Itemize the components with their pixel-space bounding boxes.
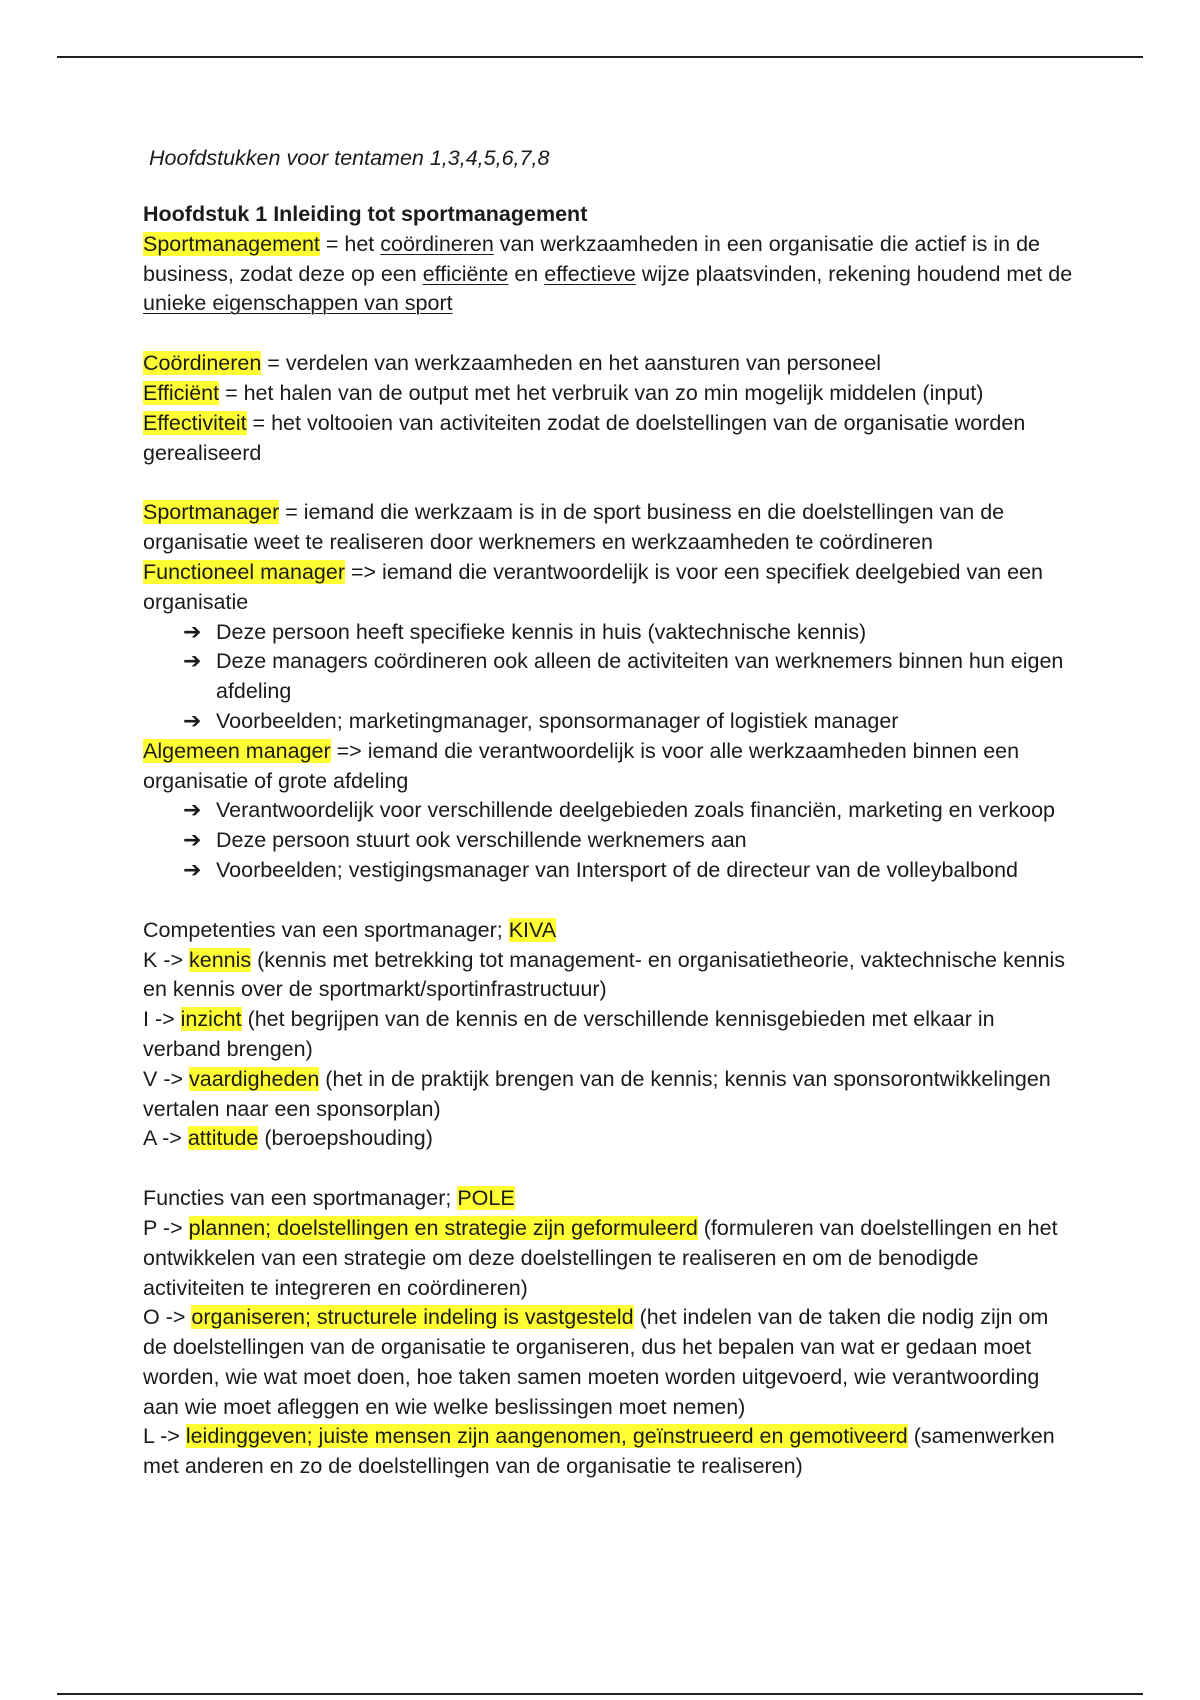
highlight-term: Effectiviteit: [143, 410, 247, 435]
highlight-term: Efficiënt: [143, 380, 220, 405]
term-functioneel-manager: Functioneel manager => iemand die verantwoordelijk is voor een specifiek deelgebied van een organisatie: [143, 559, 1043, 614]
list-item: ➔ Deze managers coördineren ook alleen de activiteiten van werknemers binnen hun eigen afdeling: [183, 649, 1064, 704]
highlight-term: Sportmanagement: [143, 231, 320, 256]
competentie-i: I -> inzicht (het begrijpen van de kennis en de verschillende kennisgebieden met elkaar in verband brengen): [143, 1007, 995, 1061]
highlight-term: kennis: [189, 947, 252, 972]
definition-sportmanagement: Sportmanagement = het coördineren van werkzaamheden in een organisatie die actief is in de business, zodat deze op een efficiënte en effectieve wijze plaatsvinden, rekening houdend met de unieke eigenschappen van sport: [143, 231, 1073, 316]
list-item: ➔ Deze persoon heeft specifieke kennis in huis (vaktechnische kennis): [183, 618, 1073, 648]
document-body: [143, 140, 1073, 1482]
term-algemeen-manager: Algemeen manager => iemand die verantwoordelijk is voor alle werkzaamheden binnen een organisatie of grote afdeling: [143, 738, 1020, 793]
competentie-a: A -> attitude (beroepshouding): [143, 1126, 433, 1151]
underlined-term: coördineren: [380, 231, 494, 256]
competenties-intro: Competenties van een sportmanager; KIVA: [143, 917, 557, 942]
functies-intro: Functies van een sportmanager; POLE: [143, 1186, 515, 1211]
term-effectiviteit: Effectiviteit = het voltooien van activiteiten zodat de doelstellingen van de organisatie worden gerealiseerd: [143, 410, 1026, 465]
arrow-icon: ➔: [183, 798, 202, 824]
document-subtitle: Hoofdstukken voor tentamen 1,3,4,5,6,7,8: [149, 146, 550, 170]
highlight-term: Algemeen manager: [143, 738, 331, 763]
functie-p: P -> plannen; doelstellingen en strategie zijn geformuleerd (formuleren van doelstellingen en het ontwikkelen van een strategie om deze doelstellingen te realiseren en om de benodigde activiteiten te integreren en coördineren): [143, 1215, 1058, 1300]
acronym-pole: POLE: [457, 1186, 515, 1211]
algemeen-bullets: [143, 796, 1073, 885]
arrow-icon: ➔: [183, 708, 202, 734]
functie-o: O -> organiseren; structurele indeling is vastgesteld (het indelen van de taken die nodig zijn om de doelstellingen van de organisatie te organiseren, dus het bepalen van wat er gedaan moet worden, wie wat moet doen, hoe taken samen moeten worden uitgevoerd, wie verantwoording aan wie moet afleggen en wie welke beslissingen moet nemen): [143, 1305, 1049, 1419]
highlight-term: vaardigheden: [189, 1066, 320, 1091]
competentie-k: K -> kennis (kennis met betrekking tot management- en organisatietheorie, vaktechnische kennis en kennis over de sportmarkt/sportinfrastructuur): [143, 947, 1066, 1002]
chapter-heading: Hoofdstuk 1 Inleiding tot sportmanagement: [143, 202, 588, 226]
list-item: ➔ Verantwoordelijk voor verschillende deelgebieden zoals financiën, marketing en verkoop: [183, 796, 1073, 826]
underlined-term: efficiënte: [422, 261, 509, 286]
highlight-term: Coördineren: [143, 351, 262, 376]
acronym-kiva: KIVA: [508, 917, 557, 942]
arrow-icon: ➔: [183, 619, 202, 645]
functie-l: L -> leidinggeven; juiste mensen zijn aangenomen, geïnstrueerd en gemotiveerd (samenwerken met anderen en zo de doelstellingen van de organisatie te realiseren): [143, 1424, 1055, 1479]
highlight-term: leidinggeven; juiste mensen zijn aangenomen, geïnstrueerd en gemotiveerd: [185, 1424, 908, 1449]
footer-rule: [57, 1693, 1143, 1695]
highlight-term: attitude: [187, 1126, 259, 1151]
term-coordineren: Coördineren = verdelen van werkzaamheden en het aansturen van personeel: [143, 351, 882, 376]
highlight-term: Sportmanager: [143, 500, 280, 525]
arrow-icon: ➔: [183, 649, 202, 675]
list-item: ➔ Voorbeelden; marketingmanager, sponsormanager of logistiek manager: [183, 707, 1073, 737]
highlight-term: organiseren; structurele indeling is vastgesteld: [191, 1305, 634, 1330]
highlight-term: plannen; doelstellingen en strategie zijn geformuleerd: [188, 1215, 698, 1240]
term-efficient: Efficiënt = het halen van de output met het verbruik van zo min mogelijk middelen (input): [143, 380, 984, 405]
underlined-term: unieke eigenschappen van sport: [143, 291, 453, 316]
arrow-icon: ➔: [183, 857, 202, 883]
highlight-term: inzicht: [180, 1007, 242, 1032]
header-rule: [57, 56, 1143, 58]
competentie-v: V -> vaardigheden (het in de praktijk brengen van de kennis; kennis van sponsorontwikkelingen vertalen naar een sponsorplan): [143, 1066, 1051, 1121]
term-sportmanager: Sportmanager = iemand die werkzaam is in de sport business en die doelstellingen van de organisatie weet te realiseren door werknemers en werkzaamheden te coördineren: [143, 500, 1005, 555]
highlight-term: Functioneel manager: [143, 559, 345, 584]
underlined-term: effectieve: [544, 261, 636, 286]
arrow-icon: ➔: [183, 828, 202, 854]
list-item: ➔ Voorbeelden; vestigingsmanager van Intersport of de directeur van de volleybalbond: [183, 856, 1073, 886]
functioneel-bullets: [143, 618, 1073, 737]
list-item: ➔ Deze persoon stuurt ook verschillende werknemers aan: [183, 826, 1073, 856]
